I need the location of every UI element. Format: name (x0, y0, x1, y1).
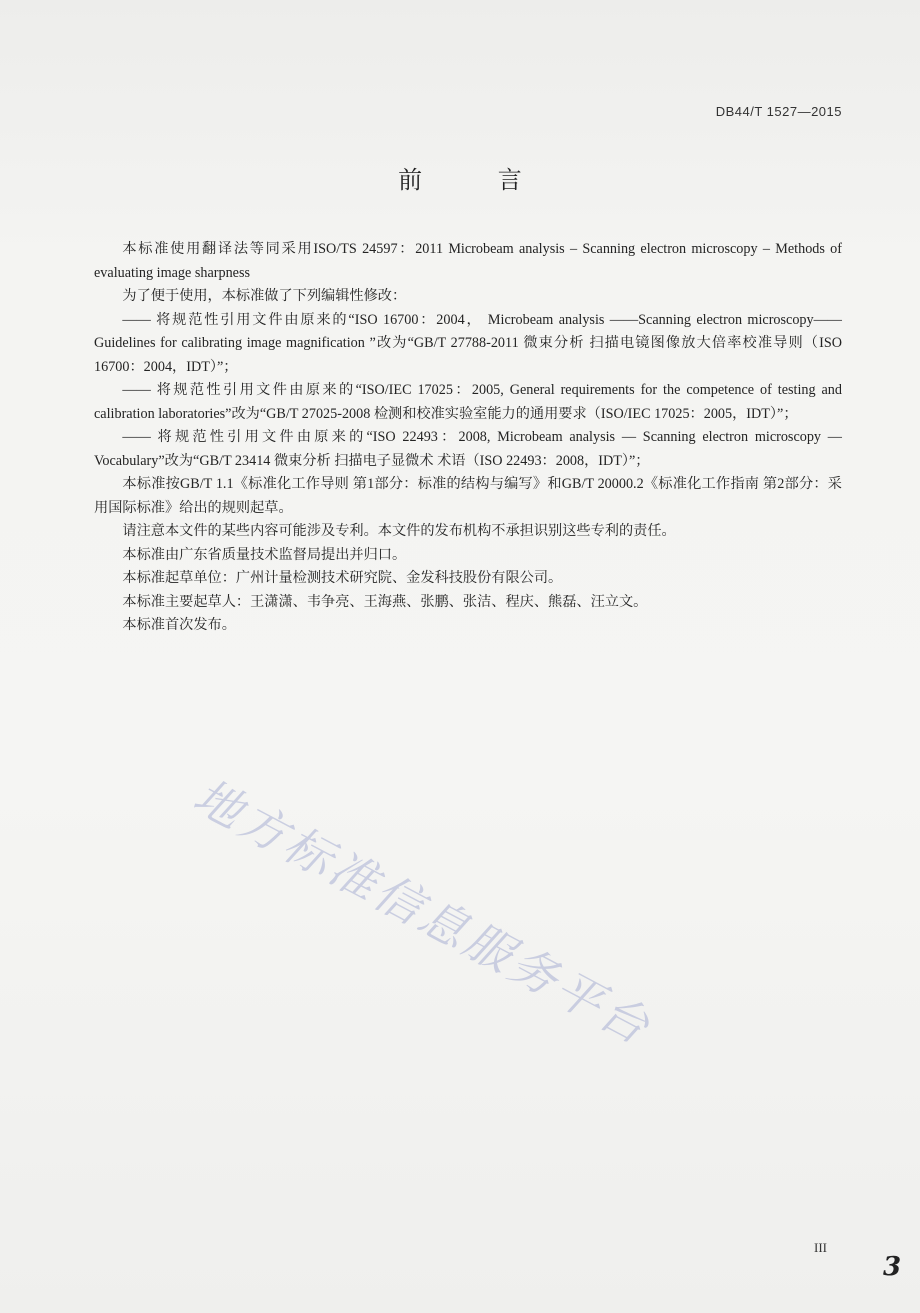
paragraph-proposer: 本标准由广东省质量技术监督局提出并归口。 (122, 546, 407, 563)
watermark: 地方标准信息服务平台 (184, 768, 661, 1057)
paragraph-edit-3: —— 将规范性引用文件由原来的“ISO 22493：2008, Microbeam analysis — Scanning electron microscopy — Vocabulary”改为“GB/T 23414 微束分析 扫描电子显微术 术语（ISO 22493：2008，IDT）”； (94, 429, 842, 469)
page-number-roman: III (814, 1240, 827, 1255)
paragraph-edit-1: —— 将规范性引用文件由原来的“ISO 16700：2004， Microbeam analysis ——Scanning electron microscopy——Guidelines for calibrating image magnification ”改为“GB/T 27788-2011 微束分析 扫描电镜图像放大倍率校准导则（ISO 16700：2004，IDT）”； (94, 311, 842, 375)
page-number-stamp: 3 (883, 1252, 902, 1282)
paragraph-drafters: 本标准主要起草人：王潇潇、韦争亮、王海燕、张鹏、张洁、程庆、熊磊、汪立文。 (122, 593, 648, 610)
foreword-body (94, 238, 842, 638)
page-title: 前 言 (398, 166, 556, 194)
paragraph-first-release: 本标准首次发布。 (122, 617, 236, 633)
paragraph-edit-2: —— 将规范性引用文件由原来的“ISO/IEC 17025：2005, General requirements for the competence of testing and calibration laboratories”改为“GB/T 27025-2008 检测和校准实验室能力的通用要求（ISO/IEC 17025：2005，IDT）”； (94, 382, 842, 422)
paragraph-drafting-units: 本标准起草单位：广州计量检测技术研究院、金发科技股份有限公司。 (122, 570, 563, 586)
paragraph-patent-notice: 请注意本文件的某些内容可能涉及专利。本文件的发布机构不承担识别这些专利的责任。 (122, 523, 676, 539)
paragraph-edits-intro: 为了便于使用，本标准做了下列编辑性修改： (122, 288, 407, 304)
paragraph-adoption: 本标准使用翻译法等同采用ISO/TS 24597：2011 Microbeam analysis – Scanning electron microscopy – Methods of evaluating image sharpness (94, 241, 842, 281)
paragraph-drafting-rules: 本标准按GB/T 1.1《标准化工作导则 第1部分：标准的结构与编写》和GB/T 20000.2《标准化工作指南 第2部分：采用国际标准》给出的规则起草。 (94, 476, 842, 516)
document-code: DB44/T 1527—2015 (715, 104, 842, 119)
